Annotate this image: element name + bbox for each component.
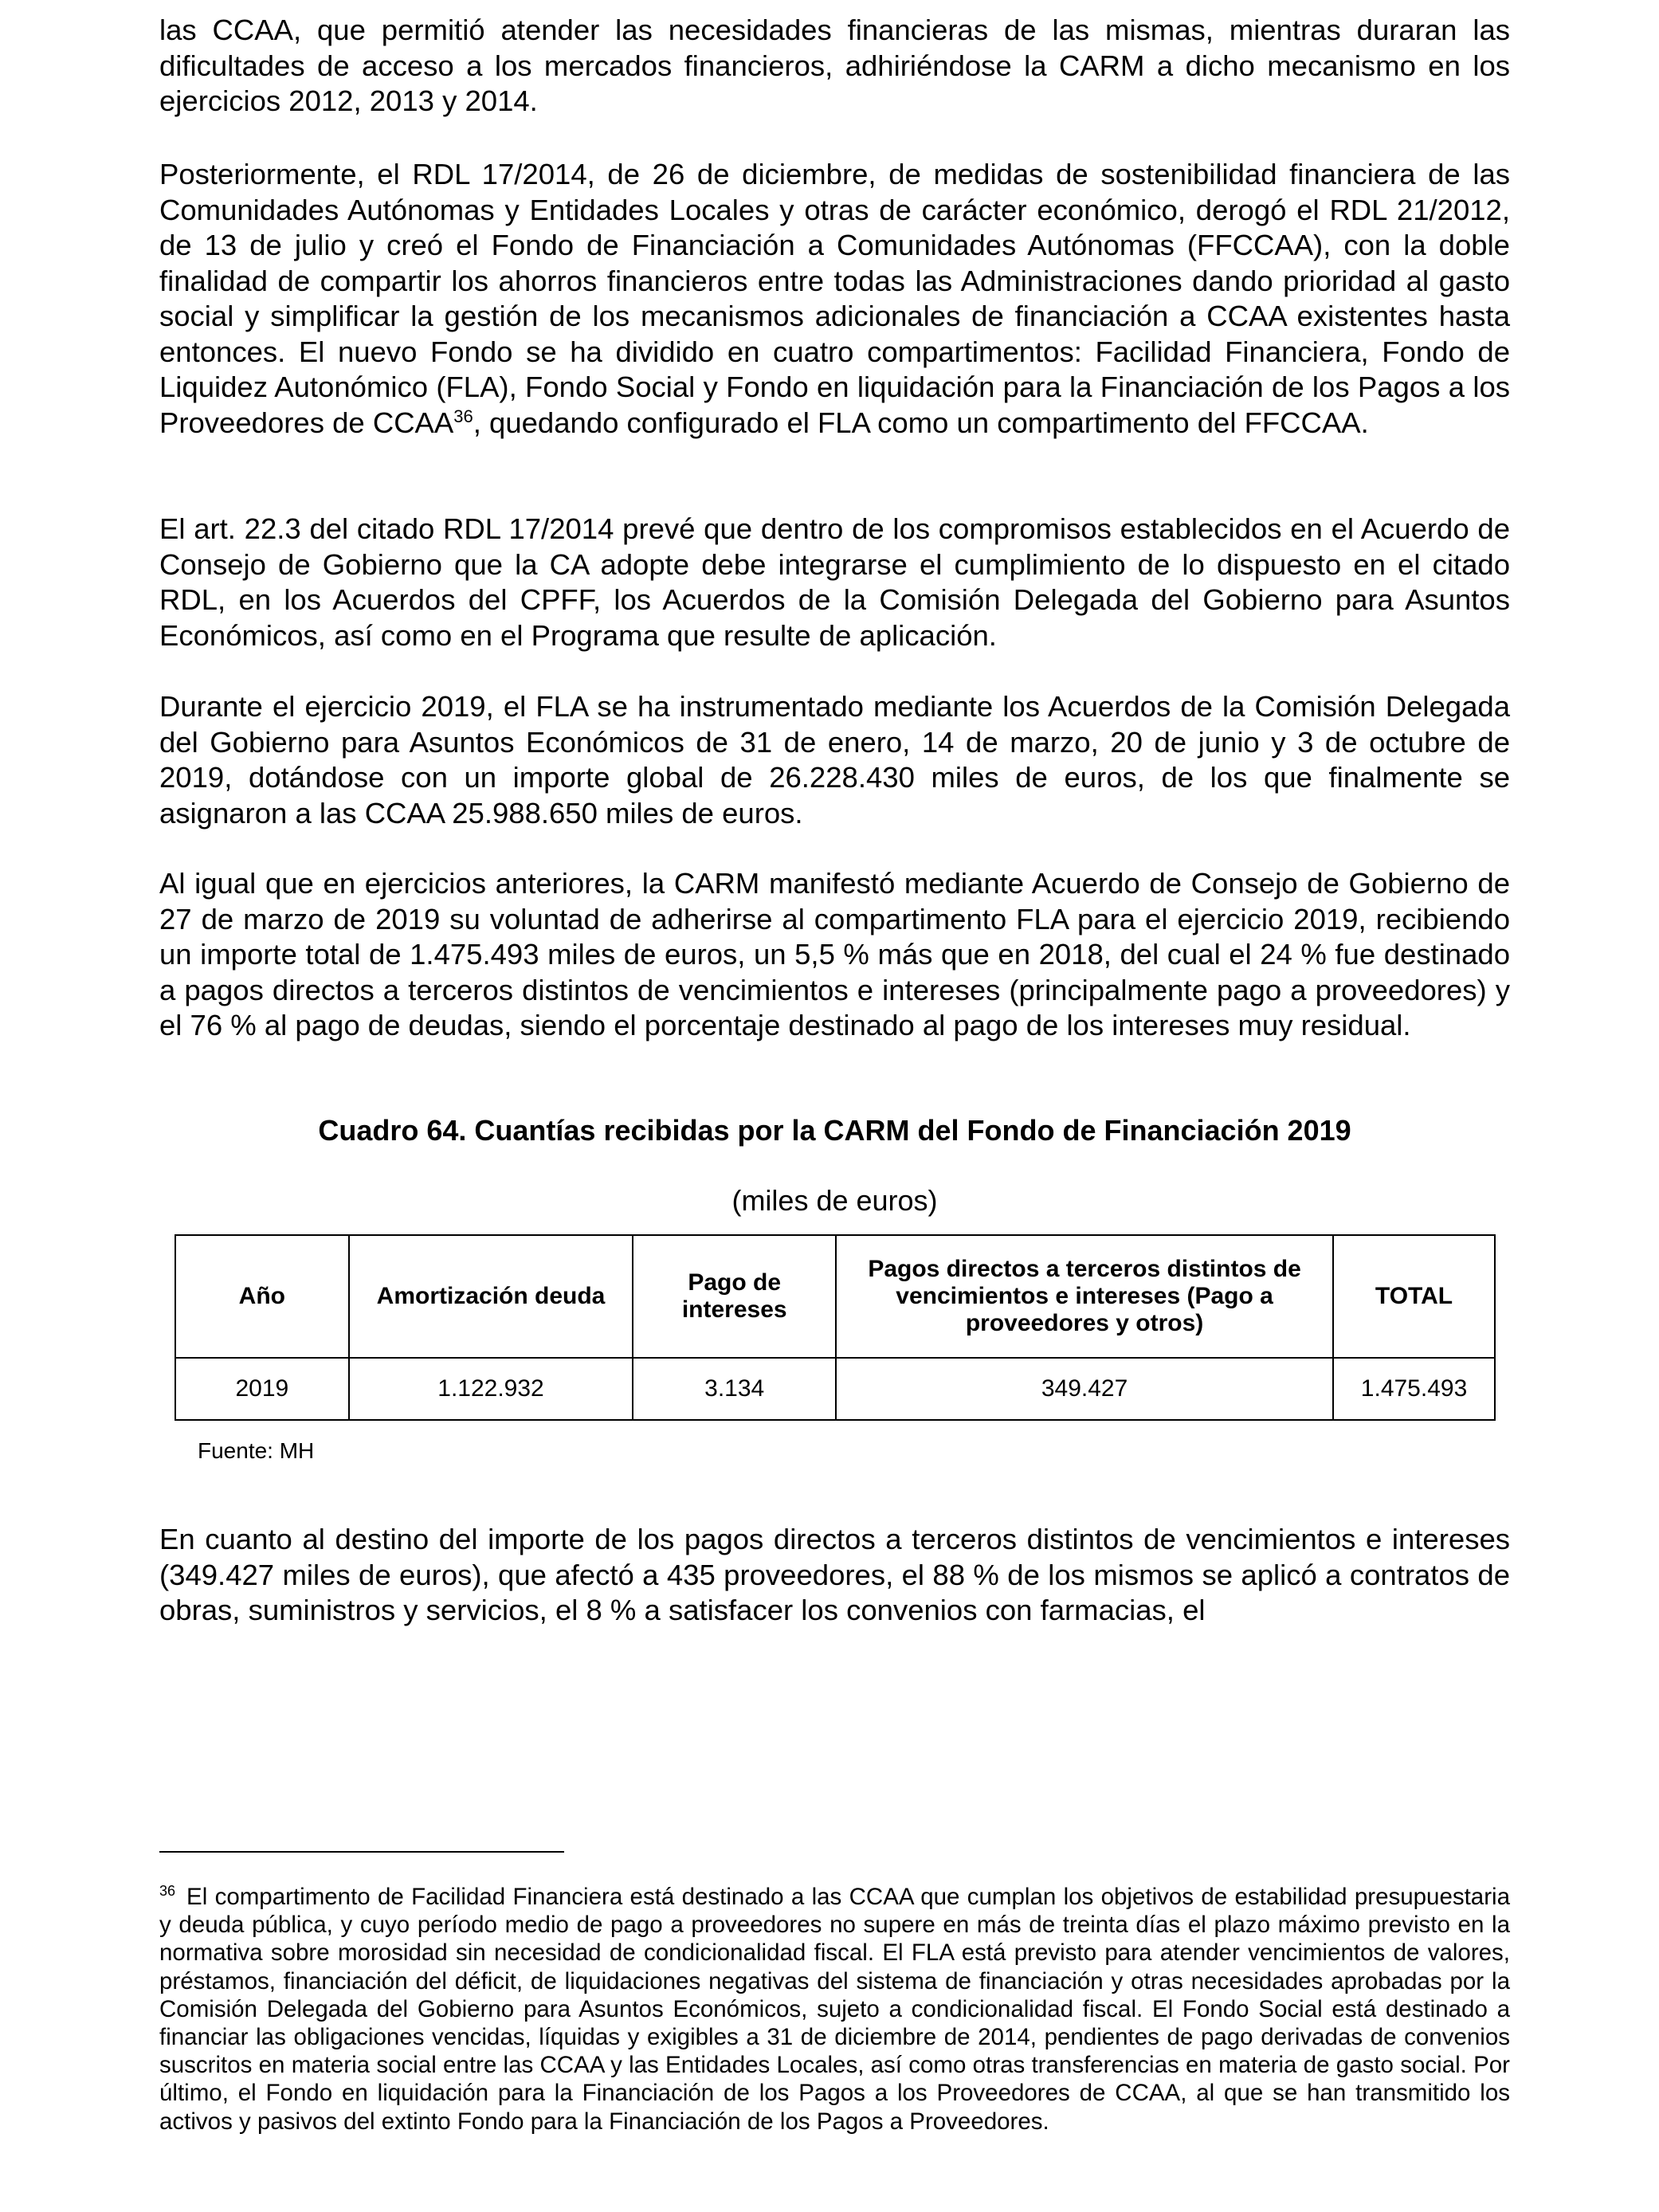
table-row [175, 1358, 1495, 1420]
paragraph-fla-2019: Durante el ejercicio 2019, el FLA se ha instrumentado mediante los Acuerdos de la Comisión Delegada del Gobierno para Asuntos Económicos de 31 de enero, 14 de marzo, 20 de junio y 3 de octubre de 2019, dotándose con un importe global de 26.228.430 miles de euros, de los que finalmente se asignaron a las CCAA 25.988.650 miles de euros. [159, 690, 1510, 830]
table-caption: Cuadro 64. Cuantías recibidas por la CARM del Fondo de Financiación 2019 [318, 1114, 1351, 1147]
cell-total: 1.475.493 [1333, 1358, 1495, 1420]
header-total: TOTAL [1333, 1235, 1495, 1358]
financing-table [175, 1234, 1496, 1421]
footnote-reference[interactable]: 36 [453, 406, 473, 426]
paragraph-carm-adhesion: Al igual que en ejercicios anteriores, la CARM manifestó mediante Acuerdo de Consejo de Gobierno de 27 de marzo de 2019 su voluntad de adherirse al compartimento FLA para el ejercicio 2019, recibiendo un importe total de 1.475.493 miles de euros, un 5,5 % más que en 2018, del cual el 24 % fue destinado a pagos directos a terceros distintos de vencimientos e intereses (principalmente pago a proveedores) y el 76 % al pago de deudas, siendo el porcentaje destinado al pago de los intereses muy residual. [159, 867, 1510, 1041]
header-amortization: Amortización deuda [349, 1235, 633, 1358]
header-interest: Pago de intereses [633, 1235, 836, 1358]
footnote-number: 36 [159, 1883, 176, 1900]
cell-year: 2019 [175, 1358, 349, 1420]
cell-interest: 3.134 [633, 1358, 836, 1420]
cell-direct-payments: 349.427 [836, 1358, 1333, 1420]
paragraph-text: Posteriormente, el RDL 17/2014, de 26 de diciembre, de medidas de sostenibilidad financiera de las Comunidades Autónomas y Entidades Locales y otras de carácter económico, derogó el RDL 21/2012, de 13 de julio y creó el Fondo de Financiación a Comunidades Autónomas (FFCCAA), con la doble finalidad de compartir los ahorros financieros entre todas las Administraciones dando prioridad al gasto social y simplificar la gestión de los mecanismos adicionales de financiación a CCAA existentes hasta entonces. El nuevo Fondo se ha dividido en cuatro compartimentos: Facilidad Financiera, Fondo de Liquidez Autonómico (FLA), Fondo Social y Fondo en liquidación para la Financiación de los Pagos a los Proveedores de CCAA [159, 158, 1510, 439]
paragraph-text: , quedando configurado el FLA como un compartimento del FFCCAA. [473, 406, 1369, 439]
footnote-text: El compartimento de Facilidad Financiera está destinado a las CCAA que cumplan los objetivos de estabilidad presupuestaria y deuda pública, y cuyo período medio de pago a proveedores no supere en más de treinta días el plazo máximo previsto en la normativa sobre morosidad sin necesidad de condicionalidad fiscal. El FLA está previsto para atender vencimientos de valores, préstamos, financiación del déficit, de liquidaciones negativas del sistema de financiación y otras necesidades aprobadas por la Comisión Delegada del Gobierno para Asuntos Económicos, sujeto a condicionalidad fiscal. El Fondo Social está destinado a financiar las obligaciones vencidas, líquidas y exigibles a 31 de diciembre de 2014, pendientes de pago derivadas de convenios suscritos en materia social entre las CCAA y las Entidades Locales, así como otras transferencias en materia de gasto social. Por último, el Fondo en liquidación para la Financiación de los Pagos a los Proveedores de CCAA, al que se han transmitido los activos y pasivos del extinto Fondo para la Financiación de los Pagos a Proveedores. [159, 1884, 1510, 2135]
table-header-row [175, 1235, 1495, 1358]
paragraph-rdl-17-2014 [159, 157, 1510, 441]
footnote-separator [159, 1851, 564, 1853]
footnote-36 [159, 1883, 1510, 2136]
cell-amortization: 1.122.932 [349, 1358, 633, 1420]
header-direct-payments: Pagos directos a terceros distintos de vencimientos e intereses (Pago a proveedores y otros) [836, 1235, 1333, 1358]
paragraph-direct-payments-destination: En cuanto al destino del importe de los pagos directos a terceros distintos de vencimientos e intereses (349.427 miles de euros), que afectó a 435 proveedores, el 88 % de los mismos se aplicó a contratos de obras, suministros y servicios, el 8 % a satisfacer los convenios con farmacias, el [159, 1523, 1510, 1626]
paragraph-fla-mechanism: las CCAA, que permitió atender las necesidades financieras de las mismas, mientras duraran las dificultades de acceso a los mercados financieros, adhiriéndose la CARM a dicho mecanismo en los ejercicios 2012, 2013 y 2014. [159, 14, 1510, 117]
table-units: (miles de euros) [731, 1184, 938, 1217]
table-source: Fuente: MH [198, 1438, 315, 1463]
paragraph-art-22-3: El art. 22.3 del citado RDL 17/2014 prevé que dentro de los compromisos establecidos en el Acuerdo de Consejo de Gobierno que la CA adopte debe integrarse el cumplimiento de lo dispuesto en el citado RDL, en los Acuerdos del CPFF, los Acuerdos de la Comisión Delegada del Gobierno para Asuntos Económicos, así como en el Programa que resulte de aplicación. [159, 512, 1510, 652]
header-year: Año [175, 1235, 349, 1358]
